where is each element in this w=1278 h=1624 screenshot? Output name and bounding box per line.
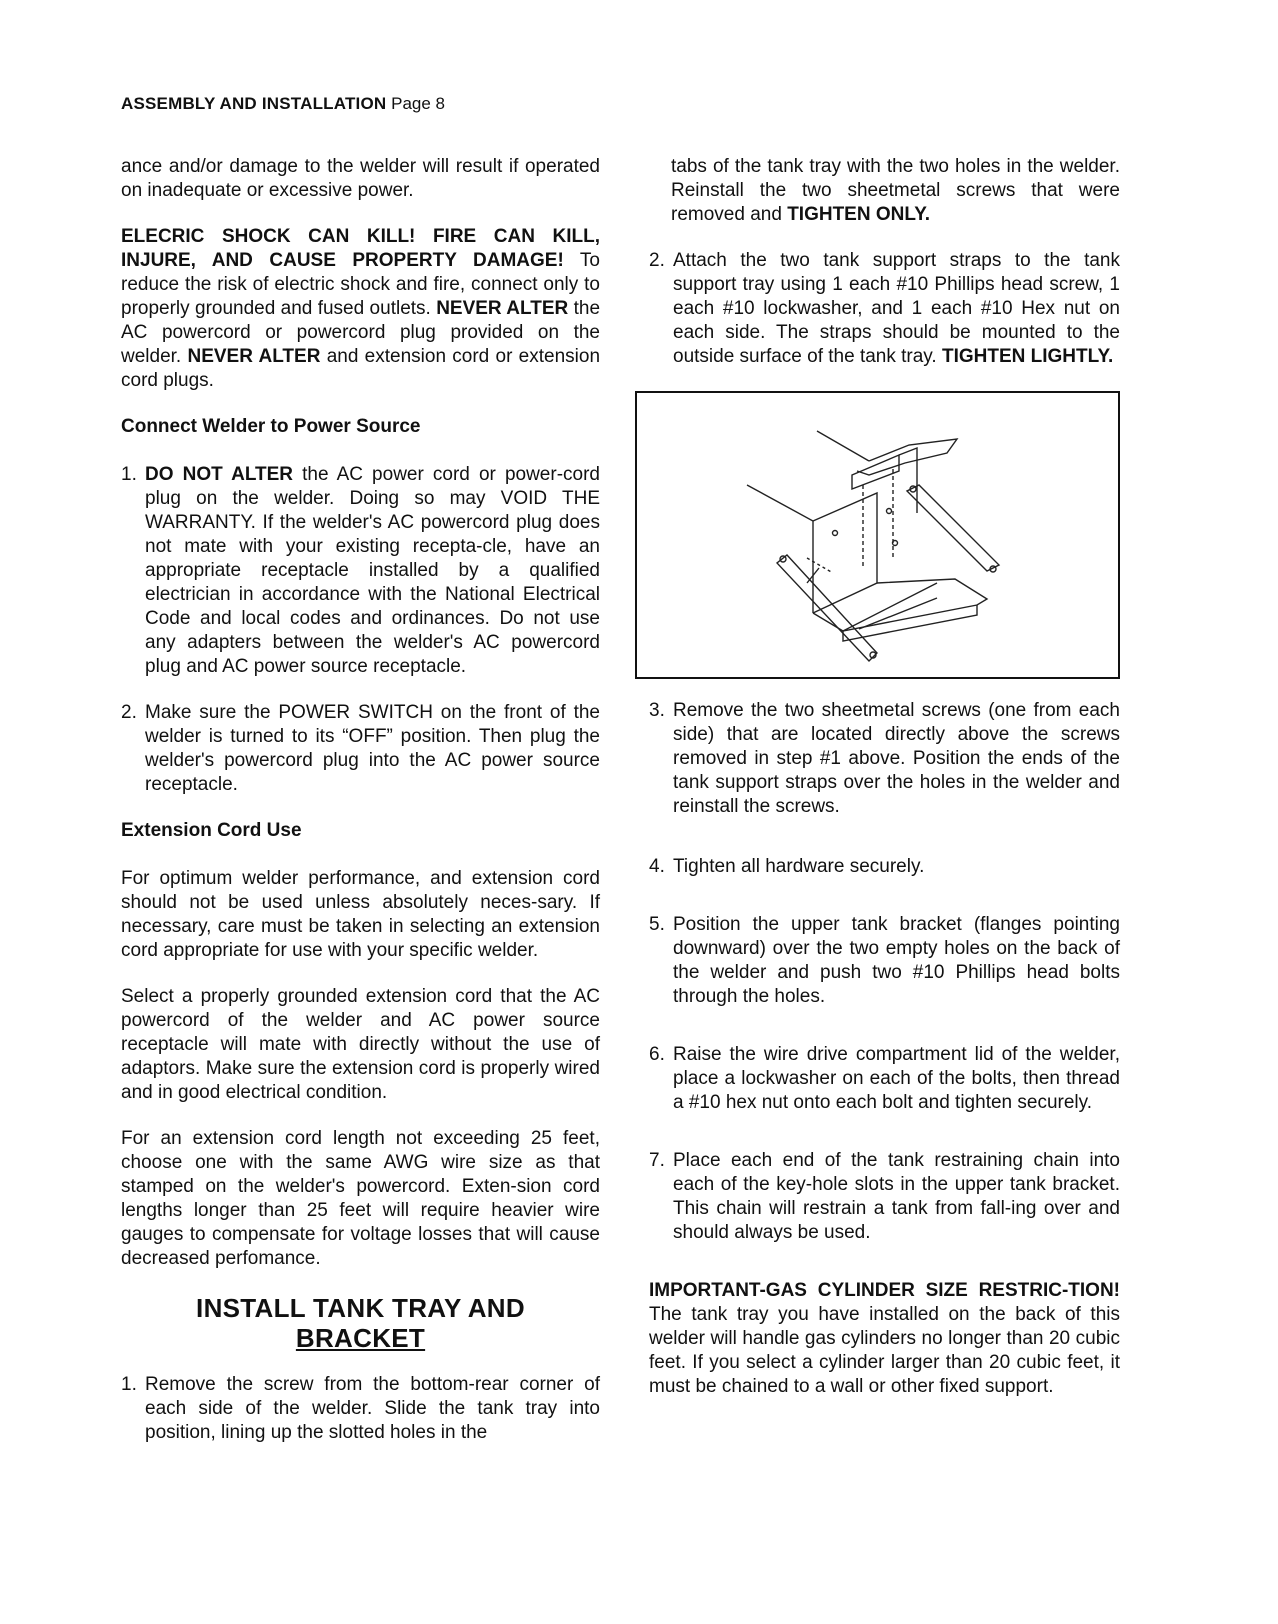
right-column xyxy=(649,155,1120,1421)
item-number: 2. xyxy=(649,250,665,271)
tank-item-3 xyxy=(649,699,1120,819)
important-bold: IMPORTANT-GAS CYLINDER SIZE RESTRIC-TION! xyxy=(649,1280,1120,1301)
heading-connect: Connect Welder to Power Source xyxy=(121,416,421,437)
item-text xyxy=(145,463,600,679)
connect-item-1 xyxy=(121,463,600,679)
important-text: The tank tray you have installed on the back of this welder will handle gas cylinders no longer than 20 cubic feet. If you select a cylinder larger than 20 cubic feet, it must be chained to a wall or other fixed support. xyxy=(649,1304,1120,1397)
warning-bold: ELECRIC SHOCK CAN KILL! FIRE CAN KILL, INJURE, AND CAUSE PROPERTY DAMAGE! xyxy=(121,226,600,271)
extension-paragraph-1: For optimum welder performance, and extension cord should not be used unless absolutely neces-sary. If necessary, care must be taken in selecting an extension cord appropriate for use with your specific welder. xyxy=(121,868,600,961)
item-text: Tighten all hardware securely. xyxy=(673,856,925,877)
section-title xyxy=(121,1293,600,1353)
item-bold: DO NOT ALTER xyxy=(145,464,294,485)
continued-bold: TIGHTEN ONLY. xyxy=(787,204,931,225)
tank-item-5 xyxy=(649,913,1120,1009)
important-paragraph xyxy=(649,1279,1120,1399)
item-number: 4. xyxy=(649,856,665,877)
warning-paragraph xyxy=(121,225,600,393)
header-page: Page 8 xyxy=(391,94,445,113)
item-number: 1. xyxy=(121,1374,137,1395)
item-number: 1. xyxy=(121,464,137,485)
continued-text: tabs of the tank tray with the two holes in the welder. Reinstall the two sheetmetal screws that were removed and xyxy=(671,156,1120,225)
warning-text-3: and extension cord or extension cord plugs. xyxy=(121,346,601,391)
item-text: Place each end of the tank restraining chain into each of the key-hole slots in the upper tank bracket. This chain will restrain a tank from fall-ing over and should always be used. xyxy=(673,1150,1120,1243)
item-body: Attach the two tank support straps to the tank support tray using 1 each #10 Phillips head screw, 1 each #10 lockwasher, and 1 each #10 Hex nut on each side. The straps should be mounted to the outside surface of the tank tray. xyxy=(673,250,1120,367)
tank-item-7 xyxy=(649,1149,1120,1245)
left-column xyxy=(121,155,600,1467)
header-section: ASSEMBLY AND INSTALLATION xyxy=(121,94,387,113)
item-body: the AC power cord or power-cord plug on the welder. Doing so may VOID THE WARRANTY. If the welder's AC powercord plug does not mate with your existing recepta-cle, have an appropriate receptacle installed by a qualified electrician in accordance with the National Electrical Code and local codes and ordinances. Do not use any adapters between the welder's AC powercord plug and AC power source receptacle. xyxy=(145,464,600,677)
tank-tray-figure xyxy=(635,391,1120,679)
tank-item-4 xyxy=(649,855,1120,879)
item-number: 3. xyxy=(649,700,665,721)
warning-bold-2: NEVER ALTER xyxy=(436,298,569,319)
continued-paragraph xyxy=(671,155,1120,227)
section-title-line-1: INSTALL TANK TRAY AND xyxy=(196,1293,525,1323)
warning-bold-3: NEVER ALTER xyxy=(187,346,321,367)
tank-tray-illustration xyxy=(637,393,1118,677)
page-header xyxy=(121,92,445,116)
warning-text-2: the AC powercord or powercord plug provided on the welder. xyxy=(121,298,601,367)
item-number: 6. xyxy=(649,1044,665,1065)
tank-item-1 xyxy=(121,1373,600,1445)
tank-item-2 xyxy=(649,249,1120,369)
connect-item-2 xyxy=(121,701,600,797)
intro-paragraph: ance and/or damage to the welder will result if operated on inadequate or excessive power. xyxy=(121,156,600,201)
item-text: Remove the two sheetmetal screws (one from each side) that are located directly above the screws removed in step #1 above. Position the ends of the tank support straps over the holes in the welder and reinstall the screws. xyxy=(673,700,1120,817)
item-text: Make sure the POWER SWITCH on the front of the welder is turned to its “OFF” position. Then plug the welder's powercord plug into the AC power source receptacle. xyxy=(145,702,600,795)
item-text: Remove the screw from the bottom-rear corner of each side of the welder. Slide the tank tray into position, lining up the slotted holes in the xyxy=(145,1374,600,1443)
item-number: 7. xyxy=(649,1150,665,1171)
heading-extension: Extension Cord Use xyxy=(121,820,302,841)
item-bold: TIGHTEN LIGHTLY. xyxy=(941,346,1114,367)
tank-item-6 xyxy=(649,1043,1120,1115)
extension-paragraph-3: For an extension cord length not exceeding 25 feet, choose one with the same AWG wire size as that stamped on the welder's powercord. Exten-sion cord lengths longer than 25 feet will require heavier wire gauges to compensate for voltage losses that will cause decreased perfomance. xyxy=(121,1128,600,1269)
item-number: 2. xyxy=(121,702,137,723)
item-text xyxy=(673,249,1120,369)
warning-text-1: To reduce the risk of electric shock and fire, connect only to properly grounded and fused outlets. xyxy=(121,250,600,319)
item-number: 5. xyxy=(649,914,665,935)
item-text: Raise the wire drive compartment lid of the welder, place a lockwasher on each of the bolts, then thread a #10 hex nut onto each bolt and tighten securely. xyxy=(673,1044,1120,1113)
extension-paragraph-2: Select a properly grounded extension cord that the AC powercord of the welder and AC power source receptacle will mate with directly without the use of adaptors. Make sure the extension cord is properly wired and in good electrical condition. xyxy=(121,986,600,1103)
item-text: Position the upper tank bracket (flanges pointing downward) over the two empty holes on the back of the welder and push two #10 Phillips head bolts through the holes. xyxy=(673,914,1120,1007)
section-title-line-2: BRACKET xyxy=(295,1323,426,1353)
